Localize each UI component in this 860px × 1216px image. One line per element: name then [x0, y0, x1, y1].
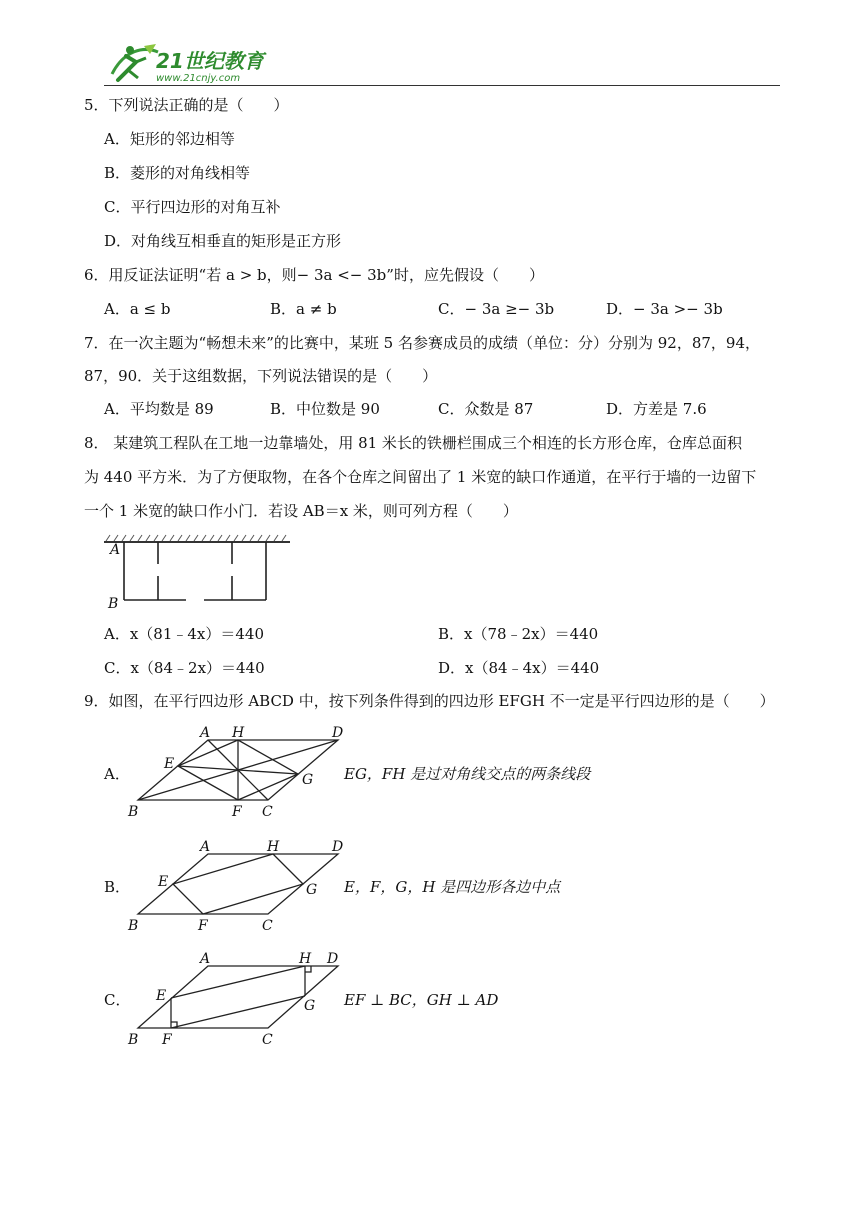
q9c-label-d: D — [327, 951, 339, 967]
q8-label-b: B — [108, 596, 119, 612]
wall-hatching — [106, 535, 286, 541]
q9c-label-c: C — [262, 1032, 273, 1048]
q5-option-c: C．平行四边形的对角互补 — [104, 198, 281, 216]
logo-main-text: 21世纪教育 — [156, 49, 264, 73]
q7-option-a: A．平均数是 89 — [104, 400, 214, 418]
q9-stem: 9．如图，在平行四边形 ABCD 中，按下列条件得到的四边形 EFGH 不一定是平行四边形的是（ ） — [84, 692, 775, 710]
header-divider — [104, 85, 780, 86]
q9a-label-g: G — [302, 772, 314, 788]
q7-option-c: C．众数是 87 — [438, 400, 534, 418]
q6-option-b: B．a ≠ b — [270, 300, 337, 318]
q9b-label-e: E — [158, 874, 169, 890]
q5-option-b: B．菱形的对角线相等 — [104, 164, 251, 182]
q8-warehouse-figure — [100, 532, 300, 616]
q5-option-a: A．矩形的邻边相等 — [104, 130, 235, 148]
q8-stem-line1: 8． 某建筑工程队在工地一边靠墙处，用 81 米长的铁栅栏围成三个相连的长方形仓库，仓库总面积 — [84, 434, 742, 452]
q9c-label-f: F — [162, 1032, 172, 1048]
q9a-label-a: A — [200, 725, 211, 741]
q9b-label-g: G — [306, 882, 318, 898]
quadrilateral-efgh — [173, 854, 303, 914]
q9-figure-b — [124, 836, 354, 936]
parallelogram-abcd — [138, 966, 338, 1028]
q9b-label-f: F — [198, 918, 208, 934]
q6-option-a: A．a ≤ b — [104, 300, 171, 318]
q9c-label-a: A — [200, 951, 211, 967]
q7-option-b: B．中位数是 90 — [270, 400, 380, 418]
q9-option-c-text: EF ⊥ BC，GH ⊥ AD — [344, 991, 499, 1009]
q7-stem-line2: 87，90．关于这组数据，下列说法错误的是（ ） — [84, 367, 438, 385]
q9c-label-g: G — [304, 998, 316, 1014]
q6-option-d: D．− 3a >− 3b — [606, 300, 723, 318]
q9-option-c-letter: C． — [104, 991, 131, 1009]
q5-stem: 5．下列说法正确的是（ ） — [84, 96, 289, 114]
q9b-label-d: D — [332, 839, 344, 855]
page-header — [104, 40, 784, 88]
q9-option-b-text: E，F，G，H 是四边形各边中点 — [344, 878, 561, 896]
q8-option-b: B．x（78﹣2x）＝440 — [438, 625, 599, 643]
q8-label-a: A — [110, 542, 121, 558]
segment-fg — [171, 996, 305, 1028]
q9c-label-b: B — [128, 1032, 139, 1048]
q8-stem-line2: 为 440 平方米．为了方便取物，在各个仓库之间留出了 1 米宽的缺口作通道，在平行于墙的一边留下 — [84, 468, 757, 486]
q9a-label-d: D — [332, 725, 344, 741]
q8-option-d: D．x（84﹣4x）＝440 — [438, 659, 600, 677]
q9a-label-c: C — [262, 804, 273, 820]
q9c-label-e: E — [156, 988, 167, 1004]
q9-option-b-letter: B． — [104, 878, 131, 896]
q9b-label-h: H — [267, 839, 280, 855]
q6-stem: 6．用反证法证明“若 a > b，则− 3a <− 3b”时，应先假设（ ） — [84, 266, 544, 284]
q9c-label-h: H — [299, 951, 312, 967]
q8-option-a: A．x（81﹣4x）＝440 — [104, 625, 265, 643]
segment-eh — [171, 966, 305, 998]
q9b-label-a: A — [200, 839, 211, 855]
fence-lines — [124, 542, 266, 600]
q9a-label-e: E — [164, 756, 175, 772]
logo-sub-text: www.21cnjy.com — [156, 73, 241, 84]
q7-option-d: D．方差是 7.6 — [606, 400, 707, 418]
q9-option-a-letter: A． — [104, 765, 130, 783]
q9b-label-b: B — [128, 918, 139, 934]
q7-stem-line1: 7．在一次主题为“畅想未来”的比赛中，某班 5 名参赛成员的成绩（单位：分）分别为 92，87，94， — [84, 334, 760, 352]
q9a-label-b: B — [128, 804, 139, 820]
q9a-label-h: H — [232, 725, 245, 741]
q6-option-c: C．− 3a ≥− 3b — [438, 300, 555, 318]
logo-21cnjy-icon — [104, 40, 274, 84]
q9b-label-c: C — [262, 918, 273, 934]
q9-option-a-text: EG，FH 是过对角线交点的两条线段 — [344, 765, 591, 783]
q9-figure-c — [124, 948, 354, 1048]
q5-option-d: D．对角线互相垂直的矩形是正方形 — [104, 232, 342, 250]
q8-stem-line3: 一个 1 米宽的缺口作小门．若设 AB＝x 米，则可列方程（ ） — [84, 502, 518, 520]
q9a-label-f: F — [232, 804, 242, 820]
q8-option-c: C．x（84﹣2x）＝440 — [104, 659, 265, 677]
q9-figure-a — [124, 722, 354, 822]
